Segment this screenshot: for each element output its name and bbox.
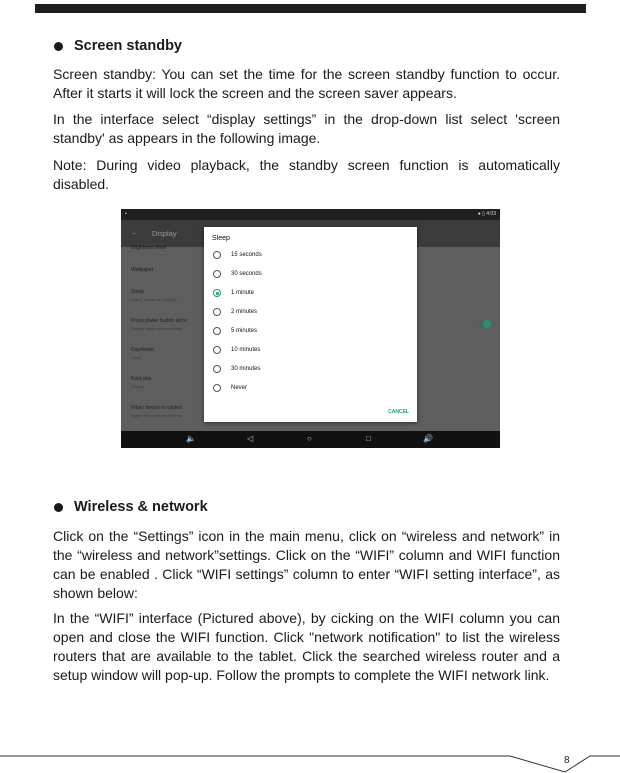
radio-icon[interactable] xyxy=(213,308,221,316)
dialog-title: Sleep xyxy=(212,235,230,242)
bullet-icon xyxy=(54,42,63,51)
radio-icon[interactable] xyxy=(213,346,221,354)
radio-icon[interactable] xyxy=(213,365,221,373)
paragraph: Click on the “Settings” icon in the main menu, click on “wireless and network” in the “wireless and network”settings. Click on the “WIFI” column and WIFI function can be enabled . Click “WIFI settings” column to enter “WIFI setting interface”, as shown below: xyxy=(53,528,560,601)
settings-row[interactable]: Daydream Clock xyxy=(131,347,155,360)
radio-option[interactable]: 5 minutes xyxy=(213,327,257,335)
radio-option-selected[interactable]: 1 minute xyxy=(213,289,254,297)
radio-option[interactable]: Never xyxy=(213,384,247,392)
radio-icon[interactable] xyxy=(213,327,221,335)
radio-option[interactable]: 30 minutes xyxy=(213,365,260,373)
battery-icon: ● ▯ xyxy=(477,211,487,217)
radio-option[interactable]: 10 minutes xyxy=(213,346,260,354)
recents-icon[interactable]: □ xyxy=(366,434,371,443)
notification-icon: ▪ xyxy=(125,211,127,217)
home-icon[interactable]: ○ xyxy=(307,434,312,443)
sleep-dialog xyxy=(204,227,417,422)
settings-row[interactable]: Wallpaper xyxy=(131,267,154,273)
paragraph: Screen standby: You can set the time for the screen standby function to occur. After it starts it will lock the screen and the screen saver appears. xyxy=(53,66,560,101)
status-bar xyxy=(121,209,500,220)
app-bar-title: Display xyxy=(152,229,177,238)
radio-selected-icon[interactable] xyxy=(213,289,221,297)
radio-option[interactable]: 2 minutes xyxy=(213,308,257,316)
volume-down-icon[interactable]: 🔈 xyxy=(186,434,196,443)
paragraph: In the interface select “display settings” in the drop-down list select 'screen standby' as appears in the following image. xyxy=(53,111,560,146)
page-number: 8 xyxy=(564,755,570,766)
bullet-icon xyxy=(54,503,63,512)
status-time: 4:03 xyxy=(486,211,496,217)
nav-bar xyxy=(121,431,500,448)
paragraph: In the “WIFI” interface (Pictured above), by cicking on the WIFI column you can open and close the WIFI function. Click "network notification" to list the wireless routers that are available to the tablet. Click the searched wireless router and a setup window will pop-up. Follow the prompts to complete the WIFI network link. xyxy=(53,610,560,683)
radio-option[interactable]: 15 seconds xyxy=(213,251,262,259)
radio-icon[interactable] xyxy=(213,384,221,392)
radio-icon[interactable] xyxy=(213,251,221,259)
settings-row[interactable]: When device is rotated Rotate the contents of the sc xyxy=(131,405,182,418)
back-icon[interactable]: ◁ xyxy=(247,434,254,443)
toggle-switch[interactable] xyxy=(478,321,490,327)
section-heading-wireless xyxy=(54,499,208,515)
back-arrow-icon[interactable]: ← xyxy=(131,228,139,237)
footer-line xyxy=(0,730,620,773)
radio-option[interactable]: 30 seconds xyxy=(213,270,262,278)
heading-text: Wireless & network xyxy=(74,499,208,515)
settings-row[interactable]: Brightness level xyxy=(131,245,167,251)
radio-icon[interactable] xyxy=(213,270,221,278)
settings-row[interactable]: Sleep After 1 minute of inactivity xyxy=(131,289,177,302)
paragraph: Note: During video playback, the standby screen function is automatically disabled. xyxy=(53,157,560,192)
cancel-button[interactable]: CANCEL xyxy=(388,409,409,415)
settings-row[interactable]: Font size Normal xyxy=(131,376,152,389)
volume-up-icon[interactable]: 🔊 xyxy=(423,434,433,443)
heading-text: Screen standby xyxy=(74,38,182,54)
section-heading-screen-standby xyxy=(54,38,182,54)
settings-row[interactable]: Press power button twice Quickly open camera without xyxy=(131,318,187,331)
header-bar xyxy=(35,4,586,13)
